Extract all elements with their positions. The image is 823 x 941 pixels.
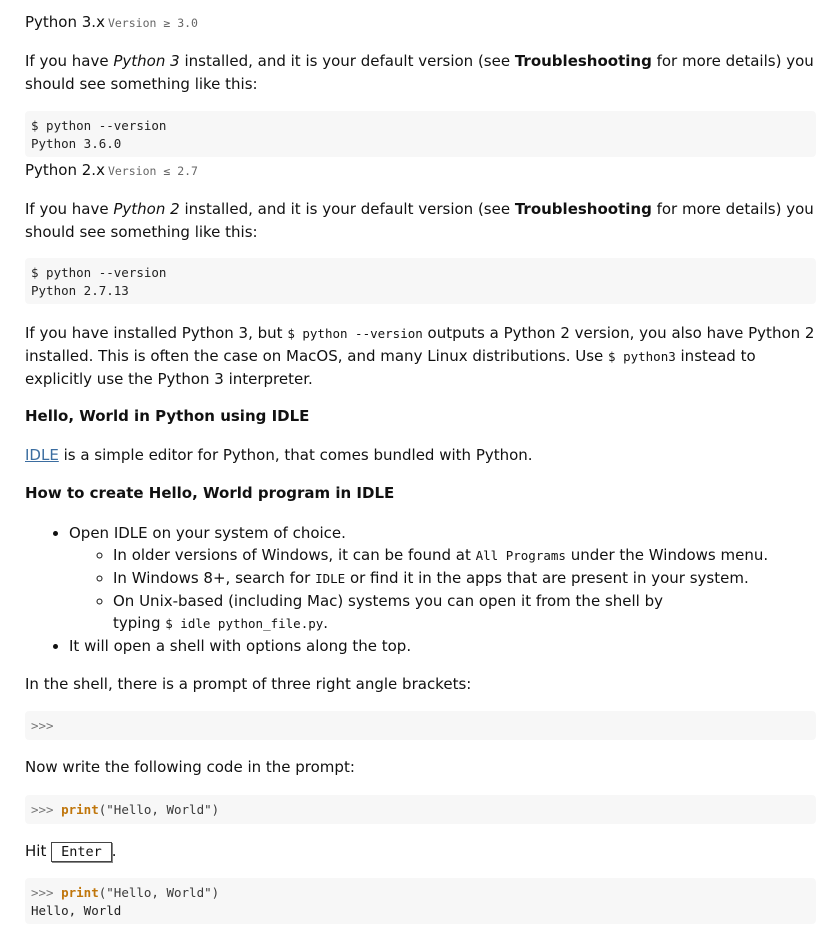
- list-item: [113, 567, 819, 590]
- troubleshooting-ref: Troubleshooting: [514, 52, 652, 70]
- sub-text: In Windows 8+, search for: [113, 569, 316, 587]
- create-program-heading: How to create Hello, World program in IDLE: [25, 484, 395, 502]
- p1-emphasis: Python 3: [113, 52, 180, 70]
- code-block-python3-version: [25, 111, 816, 157]
- p1-text-a: If you have: [25, 52, 114, 70]
- p2-emphasis: Python 2: [113, 200, 180, 218]
- inline-code: $ python --version: [287, 326, 423, 341]
- sub-text: .: [323, 614, 329, 632]
- code-line: >>>: [31, 718, 54, 733]
- python3-paragraph: [25, 50, 815, 96]
- code-output: Hello, World: [31, 903, 122, 918]
- code-block-output: [25, 878, 816, 924]
- enter-key: Enter: [51, 842, 112, 862]
- code-block-prompt: [25, 711, 816, 740]
- code-args: ("Hello, World"): [98, 885, 220, 900]
- sub-text: or find it in the apps that are present in your system.: [345, 569, 749, 587]
- list-item-text: It will open a shell with options along the top.: [69, 637, 412, 655]
- python3-version-badge: Version ≥ 3.0: [107, 16, 198, 30]
- code-keyword: print: [61, 885, 99, 900]
- inline-code: IDLE: [315, 571, 346, 586]
- list-item: [69, 522, 819, 635]
- code-line: [31, 884, 810, 902]
- python3-heading: [25, 13, 198, 31]
- code-prompt: >>>: [31, 802, 62, 817]
- code-line: [31, 801, 810, 819]
- code-line: $ python --version: [31, 118, 167, 133]
- p1-text-b: installed, and it is your default version (see: [179, 52, 515, 70]
- idle-heading: Hello, World in Python using IDLE: [25, 407, 310, 425]
- inline-code: $ python3: [608, 349, 676, 364]
- p2-text-c: for more details) you should see something like this:: [25, 200, 814, 241]
- idle-intro-text: is a simple editor for Python, that comes bundled with Python.: [58, 446, 533, 464]
- list-item: [113, 590, 713, 635]
- troubleshooting-ref: Troubleshooting: [514, 200, 652, 218]
- python-version-note: [25, 322, 815, 391]
- hit-text: Hit: [25, 842, 52, 860]
- sub-text: under the Windows menu.: [565, 546, 769, 564]
- idle-link[interactable]: IDLE: [25, 446, 59, 464]
- python2-paragraph: [25, 198, 815, 244]
- p3-text-c: instead to explicitly use the Python 3 interpreter.: [25, 347, 756, 388]
- sub-list: [69, 544, 819, 635]
- idle-intro: [25, 444, 815, 467]
- steps-list: [25, 522, 819, 657]
- list-item-text: Open IDLE on your system of choice.: [69, 524, 346, 542]
- python2-heading: [25, 161, 198, 179]
- p1-text-c: for more details) you should see something like this:: [25, 52, 814, 93]
- p3-text-b: outputs a Python 2 version, you also have Python 2 installed. This is often the case on MacOS, and many Linux distributions. Use: [25, 324, 815, 365]
- write-code-para: Now write the following code in the prompt:: [25, 758, 355, 776]
- python2-title: Python 2.x: [25, 161, 105, 179]
- p2-text-b: installed, and it is your default version (see: [179, 200, 515, 218]
- python3-title: Python 3.x: [25, 13, 105, 31]
- code-block-python2-version: [25, 258, 816, 304]
- code-line: Python 2.7.13: [31, 283, 129, 298]
- code-block-print: [25, 795, 816, 824]
- shell-prompt-para: In the shell, there is a prompt of three right angle brackets:: [25, 675, 472, 693]
- list-item: [113, 544, 819, 567]
- inline-code: All Programs: [475, 548, 566, 563]
- sub-text: On Unix-based (including Mac) systems you can open it from the shell by typing: [113, 592, 663, 632]
- list-item: [69, 635, 819, 657]
- hit-enter-para: [25, 840, 815, 863]
- sub-text: In older versions of Windows, it can be found at: [113, 546, 476, 564]
- code-line: Python 3.6.0: [31, 136, 122, 151]
- code-keyword: print: [61, 802, 99, 817]
- inline-code: $ idle python_file.py: [165, 616, 324, 631]
- code-prompt: >>>: [31, 885, 62, 900]
- code-line: $ python --version: [31, 265, 167, 280]
- p3-text-a: If you have installed Python 3, but: [25, 324, 288, 342]
- code-args: ("Hello, World"): [98, 802, 220, 817]
- p2-text-a: If you have: [25, 200, 114, 218]
- hit-text-end: .: [111, 842, 117, 860]
- python2-version-badge: Version ≤ 2.7: [107, 164, 198, 178]
